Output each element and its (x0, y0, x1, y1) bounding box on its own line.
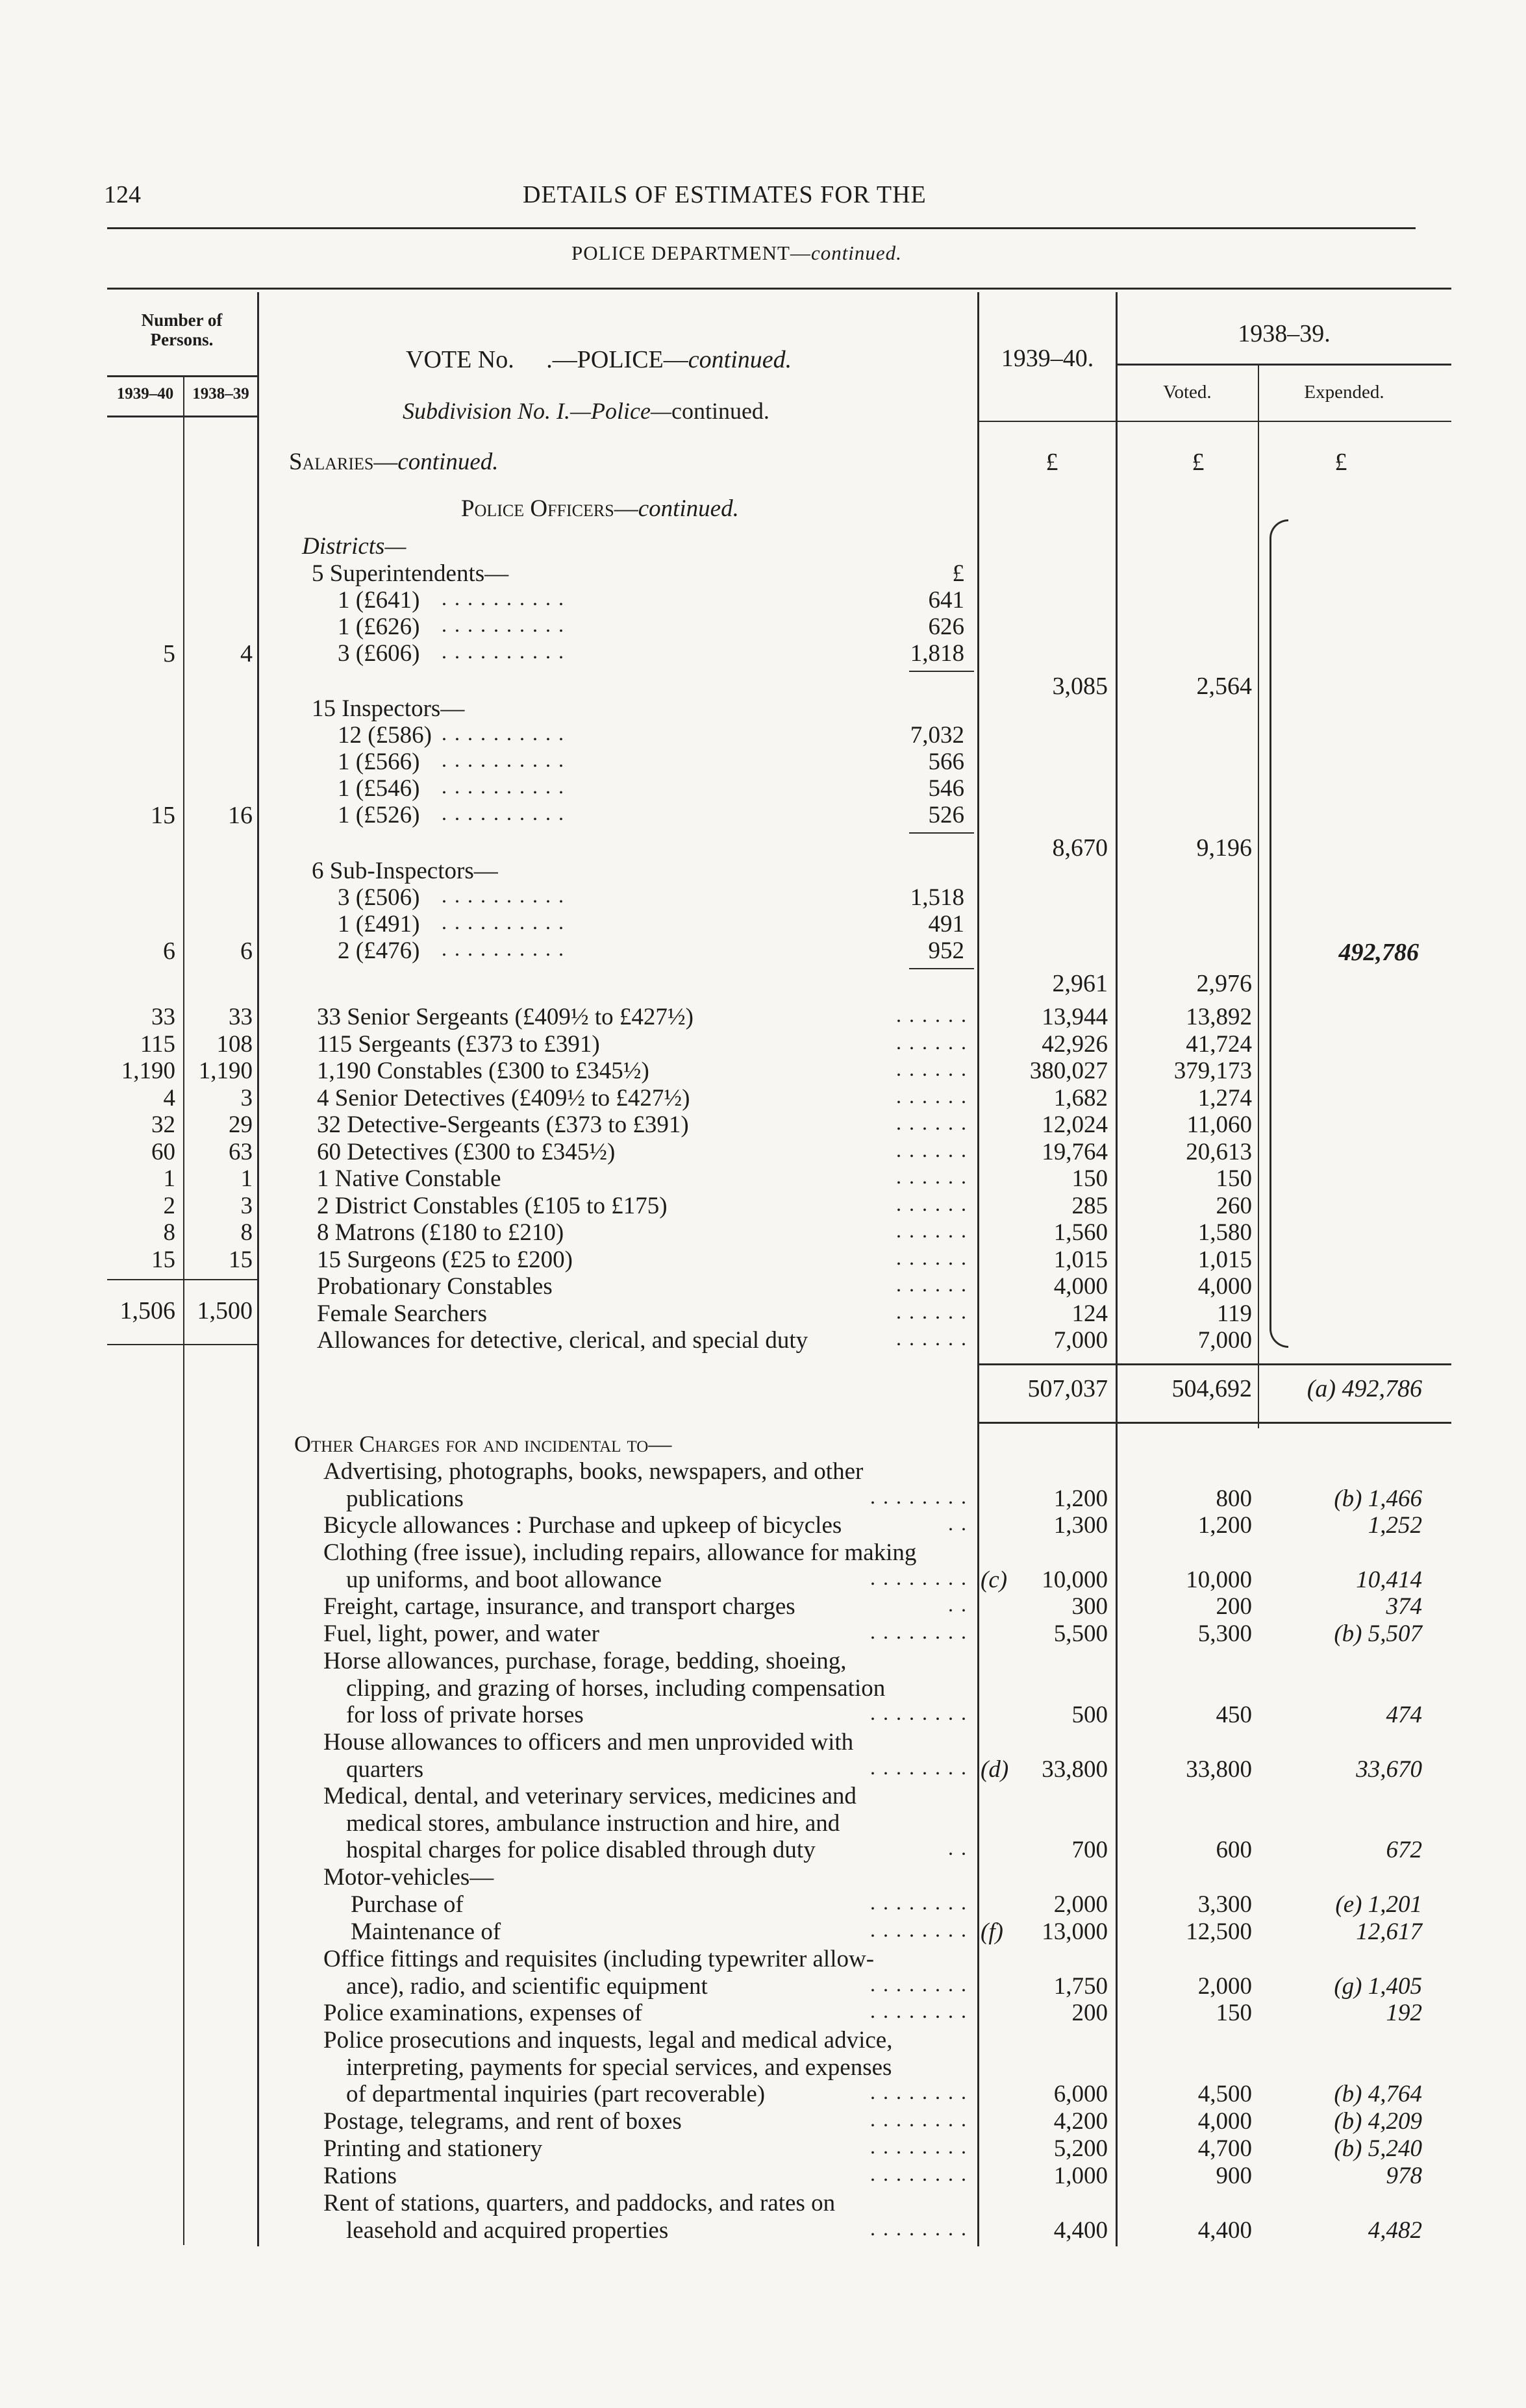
charge-line: Police examinations, expenses of (323, 2000, 643, 2026)
estimate-1939: 150 (1071, 1165, 1108, 1192)
charge-line: Maintenance of (351, 1918, 501, 1945)
voted-1938: 11,060 (1186, 1111, 1252, 1138)
estimate-1939: 1,000 (1053, 2163, 1108, 2189)
charge-dots: . . . . . . . . (870, 1701, 968, 1724)
group-total-1939: 3,085 (1052, 673, 1108, 700)
estimate-1939: 500 (1071, 1702, 1108, 1728)
table-row (0, 1219, 1526, 1246)
charge-line: leasehold and acquired properties (346, 2217, 669, 2244)
expended-1938: 33,670 (1356, 1756, 1422, 1783)
group-persons-1939: 15 (151, 802, 175, 829)
persons-1938: 8 (240, 1219, 253, 1246)
pound-voted: £ (1192, 449, 1205, 476)
expended-1938: 374 (1386, 1593, 1422, 1620)
voted-1938: 1,274 (1197, 1085, 1252, 1111)
persons-1938: 33 (229, 1004, 253, 1030)
charge-dots: . . . . . . . . (870, 1756, 968, 1779)
row-dots: . . . . . . (896, 1192, 968, 1215)
vote-title (406, 345, 792, 374)
group-item-label: 3 (£606) (338, 640, 420, 667)
persons-col-1938: 1938–39 (192, 385, 249, 403)
persons-total-rule-top (107, 1279, 258, 1280)
charge-line: Advertising, photographs, books, newspapers, and other (323, 1458, 864, 1485)
page-number: 124 (104, 181, 141, 208)
group-title: 15 Inspectors— (312, 695, 465, 722)
table-row (0, 1138, 1526, 1165)
voted-1938: 800 (1216, 1485, 1252, 1512)
voted-1938: 1,200 (1197, 1512, 1252, 1539)
estimate-1939: 700 (1071, 1837, 1108, 1863)
voted-1938: 10,000 (1186, 1567, 1252, 1593)
col-header-expended: Expended. (1304, 382, 1384, 403)
voted-1938: 41,724 (1186, 1031, 1252, 1058)
charge-line: Bicycle allowances : Purchase and upkeep of bicycles (323, 1512, 842, 1539)
group-item-value: 526 (928, 802, 964, 828)
persons-1939: 2 (163, 1193, 175, 1219)
voted-1938: 5,300 (1197, 1620, 1252, 1647)
group-item-dots: . . . . . . . . . . (442, 910, 565, 934)
charge-dots: . . . . . . . . (870, 1918, 968, 1941)
row-description: Female Searchers (317, 1300, 487, 1327)
estimate-1939: 7,000 (1053, 1327, 1108, 1354)
group-title: 6 Sub-Inspectors— (312, 858, 498, 884)
group-item-value: 1,818 (910, 640, 964, 667)
row-dots: . . . . . . (896, 1003, 968, 1026)
salaries-total-expended: (a) 492,786 (1307, 1375, 1422, 1402)
estimate-1939: 1,750 (1053, 1973, 1108, 2000)
group-item-dots: . . . . . . . . . . (442, 884, 565, 907)
department-title (571, 242, 902, 265)
persons-head-rule (107, 375, 258, 377)
salaries-total-rule-bottom (977, 1422, 1451, 1424)
voted-1938: 150 (1216, 2000, 1252, 2026)
estimate-1939: 1,682 (1053, 1085, 1108, 1111)
group-persons-1939: 6 (163, 937, 175, 965)
group-persons-1939: 5 (163, 640, 175, 667)
table-top-rule (107, 288, 1451, 290)
estimate-1939: 4,400 (1053, 2217, 1108, 2244)
row-dots: . . . . . . (896, 1030, 968, 1054)
row-description: 1 Native Constable (317, 1165, 501, 1192)
police-officers-heading (461, 495, 739, 523)
voted-1938: 150 (1216, 1165, 1252, 1192)
estimate-1939: 124 (1071, 1300, 1108, 1327)
charge-line: Motor-vehicles— (323, 1864, 494, 1891)
group-item-label: 12 (£586) (338, 722, 432, 749)
expended-1938: 1,252 (1368, 1512, 1422, 1539)
table-row (0, 1326, 1526, 1354)
charge-line: for loss of private horses (346, 1702, 584, 1728)
charge-line: Postage, telegrams, and rent of boxes (323, 2108, 682, 2135)
voted-1938: 13,892 (1186, 1004, 1252, 1030)
persons-1939: 15 (151, 1247, 175, 1273)
group-total-1939: 8,670 (1052, 834, 1108, 862)
row-dots: . . . . . . (896, 1246, 968, 1269)
salaries-heading (289, 448, 499, 476)
group-item-label: 1 (£526) (338, 802, 420, 828)
estimate-1939: 300 (1071, 1593, 1108, 1620)
charge-line: clipping, and grazing of horses, including compensation (346, 1675, 886, 1702)
persons-1939: 1,190 (121, 1058, 175, 1084)
group-title: 5 Superintendents— (312, 560, 509, 587)
persons-1939: 8 (163, 1219, 175, 1246)
persons-total-rule-bottom (107, 1344, 258, 1345)
persons-1938: 1 (240, 1165, 253, 1192)
charge-dots: . . . . . . . . (870, 1972, 968, 1996)
group-item-label: 1 (£546) (338, 775, 420, 802)
vote-continued: continued. (688, 346, 792, 373)
estimate-1939: 12,024 (1042, 1111, 1108, 1138)
row-dots: . . . . . . (896, 1084, 968, 1108)
voted-1938: 119 (1216, 1300, 1252, 1327)
row-dots: . . . . . . (896, 1057, 968, 1080)
group-item-label: 1 (£626) (338, 614, 420, 640)
group-total-1939: 2,961 (1052, 970, 1108, 997)
charge-line: Rent of stations, quarters, and paddocks, and rates on (323, 2190, 836, 2216)
voted-1938: 600 (1216, 1837, 1252, 1863)
group-item-value: 952 (928, 937, 964, 964)
row-description: 4 Senior Detectives (£409½ to £427½) (317, 1085, 690, 1111)
expended-1938: (g) 1,405 (1334, 1973, 1422, 2000)
persons-1938: 3 (240, 1193, 253, 1219)
estimate-1939: 33,800 (1042, 1756, 1108, 1783)
charge-dots: . . . . . . . . (870, 1485, 968, 1508)
row-description: 33 Senior Sergeants (£409½ to £427½) (317, 1004, 694, 1030)
table-row (0, 1003, 1526, 1030)
charge-dots: . . . . . . . . (870, 2162, 968, 2185)
group-item-dots: . . . . . . . . . . (442, 775, 565, 798)
charge-line: hospital charges for police disabled through duty (346, 1837, 816, 1863)
expended-1938: 10,414 (1356, 1567, 1422, 1593)
running-title: DETAILS OF ESTIMATES FOR THE (523, 181, 927, 208)
group-persons-1938: 6 (240, 937, 253, 965)
group-item-dots: . . . . . . . . . . (442, 639, 565, 663)
charge-line: quarters (346, 1756, 424, 1783)
persons-total-1938: 1,500 (197, 1297, 253, 1324)
group-subtotal-rule (909, 968, 974, 969)
group-item-value: 641 (928, 587, 964, 614)
persons-1938: 108 (216, 1031, 253, 1058)
row-dots: . . . . . . (896, 1111, 968, 1134)
bracket-expended-total: 492,786 (1338, 939, 1419, 966)
charge-dots: . . . . . . . . (870, 1620, 968, 1643)
charge-line: Horse allowances, purchase, forage, bedding, shoeing, (323, 1648, 847, 1674)
group-item-label: 2 (£476) (338, 937, 420, 964)
estimate-1939: 1,560 (1053, 1219, 1108, 1246)
estimate-1939: 4,200 (1053, 2108, 1108, 2135)
department-title-continued: continued. (810, 242, 902, 264)
group-item-dots: . . . . . . . . . . (442, 801, 565, 825)
group-item-value: 1,518 (910, 884, 964, 911)
charge-dots: . . . . . . . . (870, 1891, 968, 1914)
expended-1938: (b) 1,466 (1334, 1485, 1422, 1512)
expended-1938: (b) 5,507 (1334, 1620, 1422, 1647)
charge-line: publications (346, 1485, 464, 1512)
charge-dots: . . . . . . . . (870, 1999, 968, 2022)
voted-1938: 4,700 (1197, 2135, 1252, 2162)
estimate-1939: 1,200 (1053, 1485, 1108, 1512)
charge-line: Medical, dental, and veterinary services, medicines and (323, 1783, 857, 1809)
expended-1938: (b) 4,209 (1334, 2108, 1422, 2135)
persons-head-bottom-rule (107, 416, 258, 417)
persons-1938: 3 (240, 1085, 253, 1111)
voted-1938: 200 (1216, 1593, 1252, 1620)
expended-1938: 12,617 (1356, 1918, 1422, 1945)
voted-1938: 4,000 (1197, 1273, 1252, 1300)
col-header-voted: Voted. (1163, 382, 1212, 403)
persons-1939: 32 (151, 1111, 175, 1138)
estimate-1939: 6,000 (1053, 2081, 1108, 2107)
group-persons-1938: 4 (240, 640, 253, 667)
expended-1938: (b) 4,764 (1334, 2081, 1422, 2107)
header-rule (107, 227, 1416, 229)
group-total-voted: 9,196 (1196, 834, 1252, 862)
salaries-total-1939: 507,037 (1027, 1375, 1108, 1402)
voted-1938: 1,580 (1197, 1219, 1252, 1246)
inner-pound-sign: £ (952, 560, 964, 587)
row-description: 15 Surgeons (£25 to £200) (317, 1247, 573, 1273)
voted-1938: 900 (1216, 2163, 1252, 2189)
group-item-dots: . . . . . . . . . . (442, 586, 565, 610)
group-item-label: 1 (£491) (338, 911, 420, 937)
group-item-value: 626 (928, 614, 964, 640)
charge-line: Freight, cartage, insurance, and transport charges (323, 1593, 795, 1620)
estimate-1939: 1,015 (1053, 1247, 1108, 1273)
voted-1938: 260 (1216, 1193, 1252, 1219)
charge-line: House allowances to officers and men unprovided with (323, 1729, 854, 1756)
charge-line: ance), radio, and scientific equipment (346, 1973, 708, 2000)
charge-dots: . . . . . . . . (870, 2080, 968, 2104)
group-item-dots: . . . . . . . . . . (442, 748, 565, 771)
charge-dots: . . . . . . . . (870, 1566, 968, 1589)
group-item-value: 7,032 (910, 722, 964, 749)
charge-dots: . . . . . . . . (870, 2216, 968, 2240)
charge-line: Office fittings and requisites (including typewriter allow- (323, 1946, 875, 1972)
row-dots: . . . . . . (896, 1272, 968, 1296)
charge-line: Clothing (free issue), including repairs, allowance for making (323, 1539, 917, 1566)
row-description: 32 Detective-Sergeants (£373 to £391) (317, 1111, 689, 1138)
vote-number-label: VOTE No. (406, 346, 514, 373)
charge-line: of departmental inquiries (part recoverable) (346, 2081, 766, 2107)
table-row (0, 1057, 1526, 1084)
charge-line: Printing and stationery (323, 2135, 543, 2162)
charge-dots: . . . . . . . . (870, 2107, 968, 2131)
group-item-value: 491 (928, 911, 964, 937)
note-1939: (c) (981, 1567, 1008, 1593)
persons-1938: 29 (229, 1111, 253, 1138)
table-row (0, 1272, 1526, 1300)
estimate-1939: 380,027 (1029, 1058, 1108, 1084)
group-item-dots: . . . . . . . . . . (442, 937, 565, 960)
voted-1938: 379,173 (1173, 1058, 1252, 1084)
group-subtotal-rule (909, 832, 974, 834)
group-item-label: 1 (£641) (338, 587, 420, 614)
voted-1938: 33,800 (1186, 1756, 1252, 1783)
subdivision-continued: continued. (671, 398, 769, 424)
voted-1938: 12,500 (1186, 1918, 1252, 1945)
subdivision-label: Subdivision No. I.—Police— (403, 398, 671, 424)
salaries-continued: continued. (397, 449, 499, 475)
estimate-1939: 5,500 (1053, 1620, 1108, 1647)
police-officers-label: Police Officers— (461, 495, 638, 522)
table-row (0, 1111, 1526, 1138)
row-description: 8 Matrons (£180 to £210) (317, 1219, 564, 1246)
col1938-head-rule (1116, 364, 1451, 366)
expended-1938: (e) 1,201 (1335, 1891, 1422, 1918)
pound-expended: £ (1334, 449, 1347, 476)
persons-1938: 1,190 (198, 1058, 253, 1084)
group-item-dots: . . . . . . . . . . (442, 613, 565, 636)
persons-1939: 33 (151, 1004, 175, 1030)
estimate-1939: 5,200 (1053, 2135, 1108, 2162)
estimate-1939: 42,926 (1042, 1031, 1108, 1058)
row-description: 2 District Constables (£105 to £175) (317, 1193, 668, 1219)
vote-police: .—POLICE— (546, 346, 688, 373)
districts-heading: Districts— (302, 533, 407, 560)
salaries-total-voted: 504,692 (1171, 1375, 1252, 1402)
persons-col-1939: 1939–40 (116, 385, 174, 403)
estimate-1939: 2,000 (1053, 1891, 1108, 1918)
estimate-1939: 13,000 (1042, 1918, 1108, 1945)
table-row (0, 1192, 1526, 1219)
table-row (0, 1246, 1526, 1273)
other-charges-heading: Other Charges for and incidental to— (294, 1431, 672, 1457)
estimate-1939: 19,764 (1042, 1139, 1108, 1165)
table-row (0, 1030, 1526, 1058)
expended-1938: 672 (1386, 1837, 1422, 1863)
group-item-label: 3 (£506) (338, 884, 420, 911)
money-head-bottom-rule (977, 421, 1451, 422)
row-dots: . . . . . . (896, 1219, 968, 1242)
group-item-label: 1 (£566) (338, 749, 420, 775)
charge-line: Fuel, light, power, and water (323, 1620, 599, 1647)
expended-bracket (1270, 519, 1288, 1348)
row-description: Allowances for detective, clerical, and special duty (317, 1327, 808, 1354)
note-1939: (f) (981, 1918, 1003, 1945)
expended-1938: 192 (1386, 2000, 1422, 2026)
charge-line: up uniforms, and boot allowance (346, 1567, 662, 1593)
group-item-dots: . . . . . . . . . . (442, 721, 565, 745)
voted-1938: 4,000 (1197, 2108, 1252, 2135)
table-row (0, 1084, 1526, 1111)
charge-dots: . . (948, 1836, 968, 1859)
charge-line: medical stores, ambulance instruction and hire, and (346, 1810, 840, 1837)
persons-1938: 15 (229, 1247, 253, 1273)
group-item-value: 566 (928, 749, 964, 775)
row-description: 1,190 Constables (£300 to £345½) (317, 1058, 649, 1084)
group-persons-1938: 16 (228, 802, 253, 829)
expended-1938: 4,482 (1368, 2217, 1422, 2244)
estimate-1939: 1,300 (1053, 1512, 1108, 1539)
row-description: 60 Detectives (£300 to £345½) (317, 1139, 616, 1165)
persons-header: Number of Persons. (141, 310, 223, 349)
row-dots: . . . . . . (896, 1326, 968, 1350)
persons-1939: 1 (163, 1165, 175, 1192)
voted-1938: 4,500 (1197, 2081, 1252, 2107)
police-officers-continued: continued. (638, 495, 739, 522)
row-description: Probationary Constables (317, 1273, 553, 1300)
persons-total-1939: 1,506 (119, 1297, 175, 1324)
estimate-1939: 200 (1071, 2000, 1108, 2026)
charge-line: Police prosecutions and inquests, legal and medical advice, (323, 2027, 893, 2054)
estimate-1939: 4,000 (1053, 1273, 1108, 1300)
row-dots: . . . . . . (896, 1300, 968, 1323)
voted-1938: 4,400 (1197, 2217, 1252, 2244)
group-total-voted: 2,564 (1196, 673, 1252, 700)
table-row (0, 1165, 1526, 1192)
group-subtotal-rule (909, 671, 974, 672)
expended-1938: 978 (1386, 2163, 1422, 2189)
col-header-1938-39: 1938–39. (1238, 320, 1331, 347)
voted-1938: 3,300 (1197, 1891, 1252, 1918)
note-1939: (d) (981, 1756, 1009, 1783)
persons-1939: 115 (140, 1031, 175, 1058)
salaries-label: Salaries— (289, 449, 398, 475)
row-dots: . . . . . . (896, 1138, 968, 1161)
subdivision-title (403, 397, 769, 425)
voted-1938: 2,000 (1197, 1973, 1252, 2000)
charge-line: interpreting, payments for special services, and expenses (346, 2054, 892, 2081)
row-dots: . . . . . . (896, 1165, 968, 1188)
voted-1938: 450 (1216, 1702, 1252, 1728)
voted-1938: 1,015 (1197, 1247, 1252, 1273)
estimate-1939: 10,000 (1042, 1567, 1108, 1593)
group-total-voted: 2,976 (1196, 970, 1252, 997)
pound-1939: £ (1045, 449, 1058, 476)
persons-1938: 63 (229, 1139, 253, 1165)
col-header-1939-40: 1939–40. (1001, 345, 1094, 372)
expended-1938: 474 (1386, 1702, 1422, 1728)
charge-dots: . . . . . . . . (870, 2135, 968, 2158)
estimate-1939: 285 (1071, 1193, 1108, 1219)
charge-line: Purchase of (351, 1891, 464, 1918)
expended-1938: (b) 5,240 (1334, 2135, 1422, 2162)
voted-1938: 20,613 (1186, 1139, 1252, 1165)
group-item-value: 546 (928, 775, 964, 802)
voted-1938: 7,000 (1197, 1327, 1252, 1354)
department-title-main: POLICE DEPARTMENT— (571, 242, 811, 264)
salaries-total-rule-top (977, 1363, 1451, 1365)
estimate-1939: 13,944 (1042, 1004, 1108, 1030)
persons-1939: 4 (163, 1085, 175, 1111)
charge-line: Rations (323, 2163, 397, 2189)
persons-1939: 60 (151, 1139, 175, 1165)
row-description: 115 Sergeants (£373 to £391) (317, 1031, 600, 1058)
charge-dots: . . (948, 1511, 968, 1535)
charge-dots: . . (948, 1593, 968, 1616)
